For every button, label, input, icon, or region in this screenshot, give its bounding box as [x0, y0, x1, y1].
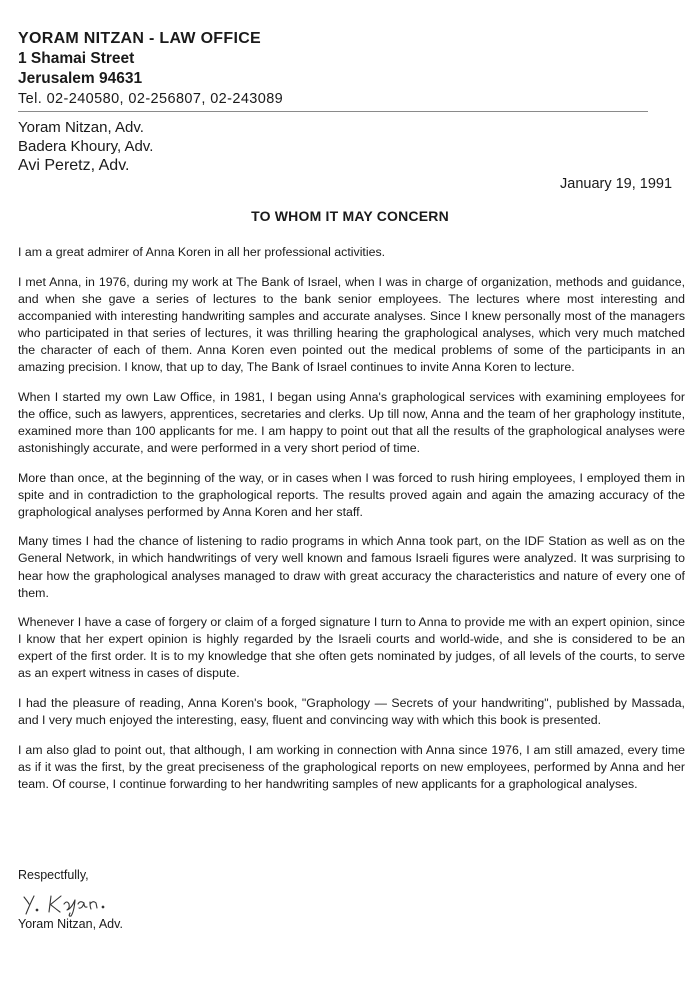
closing-salutation: Respectfully,: [18, 868, 89, 882]
body-paragraph: Many times I had the chance of listening to radio programs in which Anna took part, on the IDF Station as well as on the General Network, in which handwritings of very well known and famous Israeli figures were analyzed. It was surprising to hear how the graphological analyses managed to draw with great accuracy the characteristics and nature of every one of them.: [18, 534, 685, 600]
office-street: 1 Shamai Street: [18, 50, 135, 67]
signature-scribble: [20, 888, 150, 918]
body-paragraph: I am also glad to point out, that although, I am working in connection with Anna since 1976, I am still amazed, every time as if it was the first, by the great preciseness of the graphological reports on new employees, performed by Anna and her team. Of course, I continue forwarding to her handwriting samples of new applicants for a graphological analyses.: [18, 742, 685, 791]
partners-list: [18, 118, 153, 175]
body-paragraph: Whenever I have a case of forgery or claim of a forged signature I turn to Anna to provide me with an expert opinion, since I know that her expert opinion is highly regarded by the Israeli courts and world-wide, and she is considered to be an expert of the first order. It is to my knowledge that she often gets nominated by judges, of all levels of the courts, to serve as an expert witness in cases of dispute.: [18, 615, 685, 681]
letterhead-divider: [18, 111, 648, 112]
partner-name: Yoram Nitzan, Adv.: [18, 119, 144, 136]
letter-subject: TO WHOM IT MAY CONCERN: [251, 208, 449, 224]
body-paragraph: When I started my own Law Office, in 1981, I began using Anna's graphological services with examining employees for the office, such as lawyers, apprentices, secretaries and clerks. Up till now, Anna and the team of her graphology institute, examined more than 100 applicants for me. I am happy to point out that all the results of the graphological analyses were astonishingly accurate, and were performed in a very short period of time.: [18, 389, 685, 455]
body-paragraph: I had the pleasure of reading, Anna Koren's book, "Graphology — Secrets of your handwriting", published by Massada, and I very much enjoyed the interesting, easy, fluent and convincing way with which this book is presented.: [18, 696, 685, 728]
partner-name: Badera Khoury, Adv.: [18, 138, 154, 155]
office-city: Jerusalem 94631: [18, 70, 143, 87]
body-paragraph: I met Anna, in 1976, during my work at The Bank of Israel, when I was in charge of organization, methods and guidance, and when she gave a series of lectures to the bank senior employees. The lectures where most interesting and accompanied with interesting handwriting samples and accurate analyses. Since I knew personally most of the managers who participated in that series of lectures, it was thrilling hearing the graphological analyses, which very much matched the character of each of them. Anna Koren even pointed out the medical problems of some of the participants in an amazing precision. I know, that up to day, The Bank of Israel continues to invite Anna Koren to lecture.: [18, 274, 685, 375]
letter-date: January 19, 1991: [560, 176, 673, 192]
partner-name: Avi Peretz, Adv.: [18, 157, 130, 174]
body-paragraph: I am a great admirer of Anna Koren in all her professional activities.: [18, 245, 386, 259]
signer-name: Yoram Nitzan, Adv.: [18, 917, 123, 931]
letterhead: [18, 29, 283, 109]
office-telephone: Tel. 02-240580, 02-256807, 02-243089: [18, 91, 284, 107]
body-paragraph: More than once, at the beginning of the way, or in cases when I was forced to rush hiring employees, I employed them in spite and in contradiction to the graphological reports. The results proved again and again the amazing accuracy of the graphological analyses performed by Anna Koren and her staff.: [18, 470, 685, 519]
letter-body: [18, 244, 685, 806]
office-name: YORAM NITZAN - LAW OFFICE: [18, 30, 262, 47]
